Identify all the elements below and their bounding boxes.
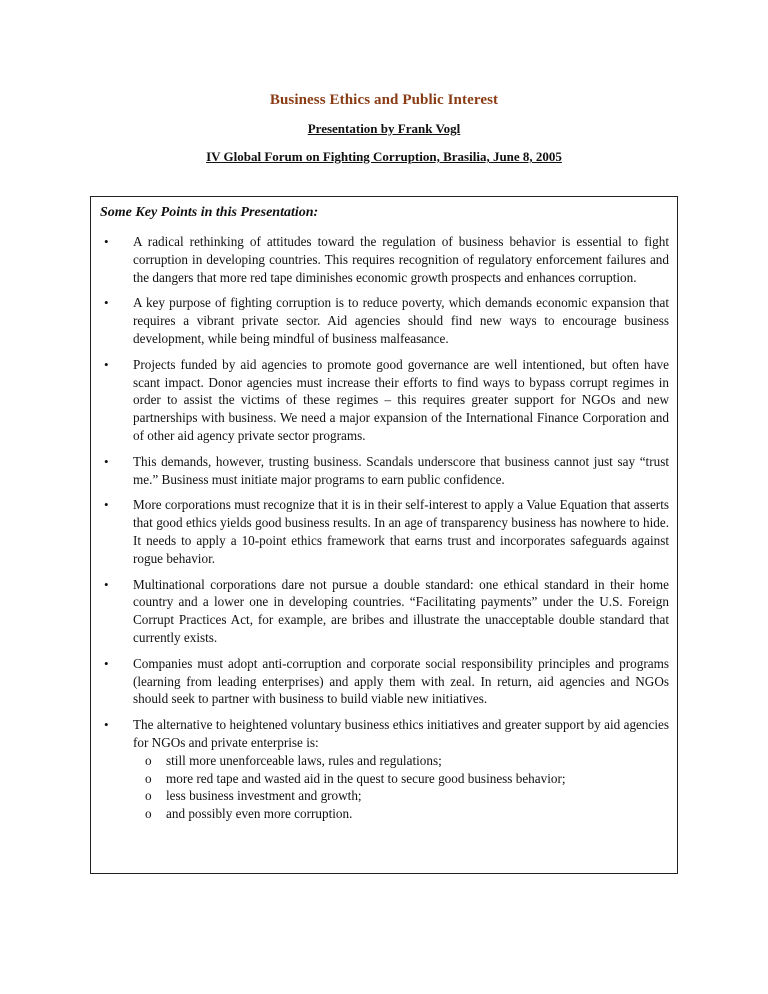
sub-point-text: less business investment and growth; — [166, 788, 362, 804]
key-point-text: A radical rethinking of attitudes toward the regulation of business behavior is essential to fight corruption in developing countries. This requires recognition of regulatory enforcement failures and the dangers that more red tape diminishes economic growth prospects and enhances corruption. — [133, 234, 669, 285]
sub-point-text: and possibly even more corruption. — [166, 806, 353, 822]
bullet-icon: • — [104, 717, 109, 733]
document-title: Business Ethics and Public Interest — [269, 92, 499, 108]
key-points-heading: Some Key Points in this Presentation: — [100, 205, 319, 220]
presenter-line: Presentation by Frank Vogl — [307, 121, 461, 136]
key-points-list — [91, 233, 677, 831]
key-points-box — [90, 196, 678, 874]
sub-point — [133, 787, 669, 805]
circle-bullet-icon: o — [145, 806, 152, 822]
key-point — [91, 294, 677, 347]
sub-point-list — [133, 752, 669, 823]
bullet-icon: • — [104, 655, 109, 671]
key-point-alternative — [91, 716, 677, 823]
key-point — [91, 496, 677, 567]
sub-point — [133, 752, 669, 770]
key-point — [91, 356, 677, 445]
key-point — [91, 655, 677, 708]
circle-bullet-icon: o — [145, 752, 152, 768]
key-point-text: This demands, however, trusting business. Scandals underscore that business cannot just say “trust me.” Business must initiate major programs to earn public confidence. — [133, 453, 669, 487]
key-point-text: The alternative to heightened voluntary business ethics initiatives and greater support by aid agencies for NGOs and private enterprise is: — [133, 717, 669, 750]
sub-point-text: still more unenforceable laws, rules and regulations; — [166, 752, 442, 768]
key-point — [91, 576, 677, 647]
circle-bullet-icon: o — [145, 770, 152, 786]
key-point-text: More corporations must recognize that it is in their self-interest to apply a Value Equation that asserts that good ethics yields good business results. In an age of transparency business has nowhere to hide. It needs to apply a 10-point ethics framework that earns trust and incorporates safeguards against rogue behavior. — [133, 497, 669, 566]
key-point — [91, 453, 677, 489]
key-point — [91, 233, 677, 286]
bullet-icon: • — [104, 497, 109, 513]
key-point-text: Multinational corporations dare not pursue a double standard: one ethical standard in their home country and a lower one in developing countries. “Facilitating payments” under the U.S. Foreign Corrupt Practices Act, for example, are bribes and illustrate the unacceptable double standard that currently exists. — [133, 576, 669, 645]
key-point-text: Projects funded by aid agencies to promote good governance are well intentioned, but often have scant impact. Donor agencies must increase their efforts to find ways to bypass corrupt regimes in order to assist the victims of these regimes – this requires greater support for NGOs and new partnerships with business. We need a major expansion of the International Finance Corporation and of other aid agency private sector programs. — [133, 356, 669, 443]
bullet-icon: • — [104, 234, 109, 249]
key-point-text: Companies must adopt anti-corruption and corporate social responsibility principles and programs (learning from leading enterprises) and apply them with zeal. In return, aid agencies and NGOs should seek to partner with business to build viable new initiatives. — [133, 655, 669, 707]
circle-bullet-icon: o — [145, 788, 152, 804]
bullet-icon: • — [104, 453, 109, 469]
forum-line: IV Global Forum on Fighting Corruption, Brasilia, June 8, 2005 — [206, 149, 562, 164]
key-point-text: A key purpose of fighting corruption is to reduce poverty, which demands economic expansion that requires a vibrant private sector. Aid agencies should find new ways to encourage business development, while being mindful of business malfeasance. — [133, 295, 669, 346]
sub-point — [133, 770, 669, 788]
sub-point-text: more red tape and wasted aid in the quest to secure good business behavior; — [166, 770, 566, 786]
sub-point — [133, 805, 669, 823]
bullet-icon: • — [104, 576, 109, 592]
bullet-icon: • — [104, 356, 109, 372]
bullet-icon: • — [104, 295, 109, 311]
